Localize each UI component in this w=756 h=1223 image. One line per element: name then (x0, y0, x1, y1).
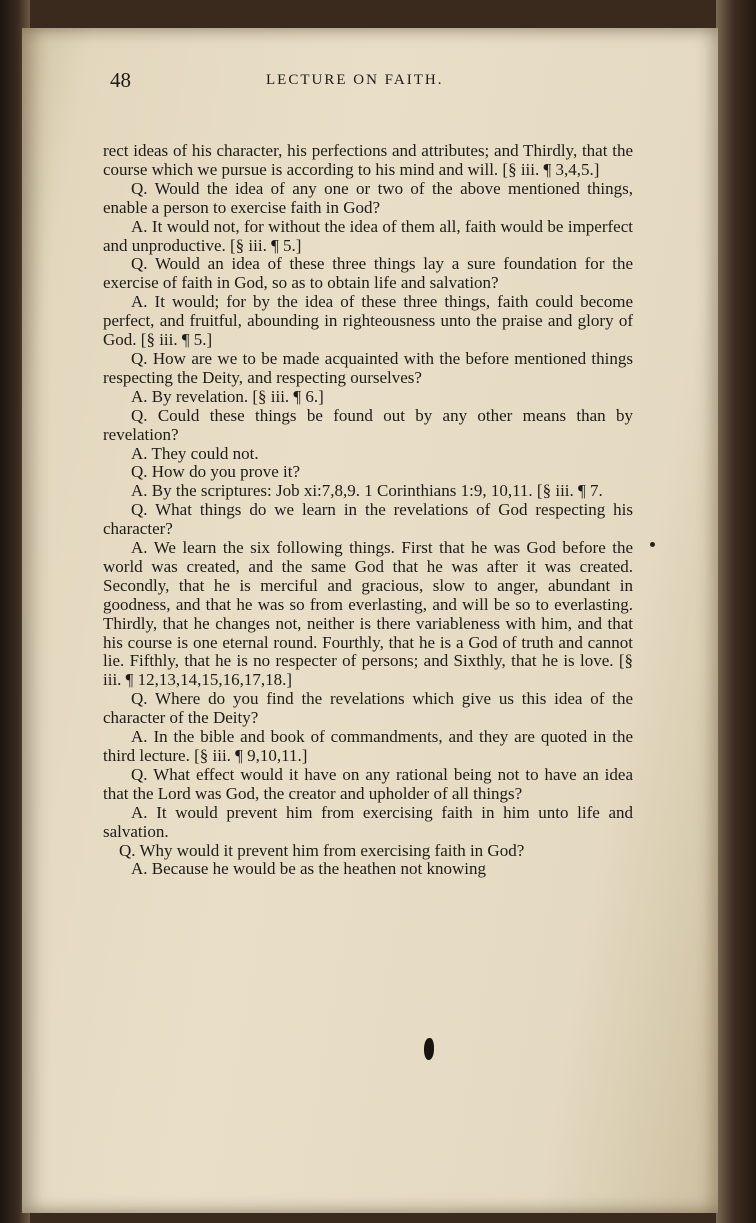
question-paragraph: Q. How do you prove it? (131, 462, 301, 482)
paragraph-continuation: rect ideas of his character, his perfections and attributes; and Thirdly, that the course which we pursue is according to his mind and will. [§ iii. ¶ 3,4,5.] (103, 141, 633, 179)
page-body (103, 142, 633, 879)
question-paragraph: Q. Would the idea of any one or two of the above mentioned things, enable a person to exercise faith in God? (103, 178, 633, 217)
ink-blot (424, 1038, 434, 1060)
question-paragraph: Q. How are we to be made acquainted with the before mentioned things respecting the Deity, and respecting ourselves? (103, 348, 633, 387)
answer-paragraph: A. It would; for by the idea of these three things, faith could become perfect, and fruitful, abounding in righteousness unto the praise and glory of God. [§ iii. ¶ 5.] (103, 292, 633, 350)
question-paragraph: Q. What effect would it have on any rational being not to have an idea that the Lord was God, the creator and upholder of all things? (103, 764, 633, 803)
answer-paragraph: A. We learn the six following things. First that he was God before the world was created, and the same God that he was after it was created. Secondly, that he is merciful and gracious, slow to anger, abundant in goodness, and that he was so from everlasting, and will be so to everlasting. Thirdly, that he changes not, neither is there variableness with him, and that his course is one eternal round. Fourthly, that he is a God of truth and cannot lie. Fifthly, that he is no respecter of persons; and Sixthly, that he is love. [§ iii. ¶ 12,13,14,15,16,17,18.] (103, 538, 633, 690)
answer-paragraph: A. By revelation. [§ iii. ¶ 6.] (131, 386, 324, 406)
page-number: 48 (110, 68, 131, 92)
running-head: LECTURE ON FAITH. (266, 72, 444, 88)
book-binding-right (716, 0, 756, 1223)
page-header (110, 68, 590, 98)
answer-paragraph: A. It would prevent him from exercising faith in him unto life and salvation. (103, 802, 633, 841)
answer-paragraph: A. It would not, for without the idea of them all, faith would be imperfect and unproductive. [§ iii. ¶ 5.] (103, 216, 633, 255)
answer-paragraph: A. Because he would be as the heathen not knowing (131, 859, 487, 879)
question-paragraph: Q. What things do we learn in the revelations of God respecting his character? (103, 500, 633, 539)
question-paragraph: Q. Could these things be found out by any other means than by revelation? (103, 405, 633, 444)
paper-speck (650, 542, 655, 547)
question-paragraph: Q. Where do you find the revelations which give us this idea of the character of the Deity? (103, 689, 633, 728)
question-paragraph: Q. Would an idea of these three things lay a sure foundation for the exercise of faith in God, so as to obtain life and salvation? (103, 254, 633, 293)
question-paragraph: Q. Why would it prevent him from exercising faith in God? (119, 840, 525, 860)
answer-paragraph: A. By the scriptures: Job xi:7,8,9. 1 Corinthians 1:9, 10,11. [§ iii. ¶ 7. (131, 481, 603, 501)
answer-paragraph: A. In the bible and book of commandments, and they are quoted in the third lecture. [§ iii. ¶ 9,10,11.] (103, 727, 633, 765)
answer-paragraph: A. They could not. (131, 443, 259, 463)
